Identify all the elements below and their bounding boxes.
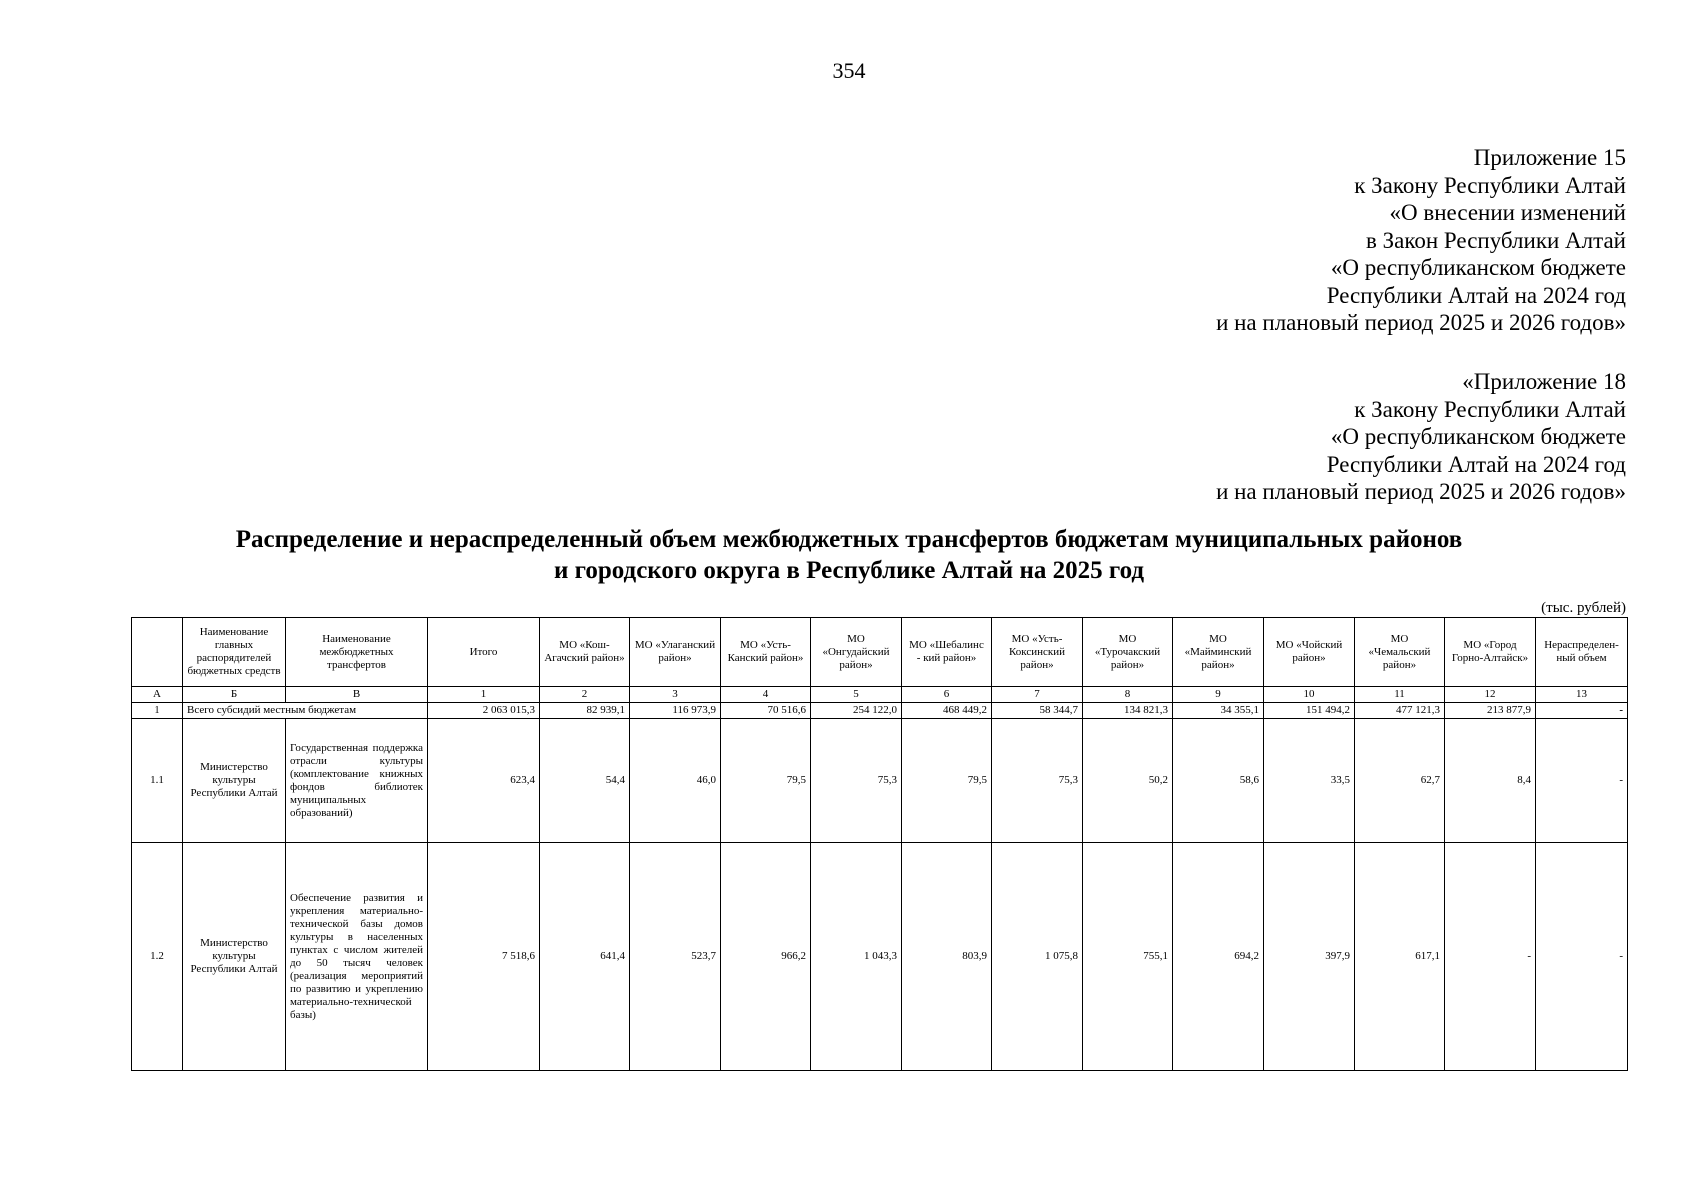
header-cell: МО «Улаганский район» <box>630 618 721 687</box>
header-cell: МО «Турочакский район» <box>1083 618 1173 687</box>
value-cell: 468 449,2 <box>902 703 992 719</box>
value-cell: 803,9 <box>902 843 992 1071</box>
appendix-original <box>1216 368 1626 506</box>
ministry-cell: Министерство культуры Республики Алтай <box>183 719 286 843</box>
header-cell: Итого <box>428 618 540 687</box>
appendix-line: «О республиканском бюджете <box>1330 255 1626 280</box>
transfer-description: Обеспечение развития и укрепления материально-технической базы домов культуры в населенных пунктах с числом жителей до 50 тысяч человек (реализация мероприятий по развитию и укреплению материально-технической базы) <box>286 843 428 1071</box>
column-code: 9 <box>1173 687 1264 703</box>
row-index: 1.2 <box>132 843 183 1071</box>
header-cell <box>132 618 183 687</box>
appendix-line: и на плановый период 2025 и 2026 годов» <box>1216 479 1626 504</box>
column-code: 12 <box>1445 687 1536 703</box>
column-code: 13 <box>1536 687 1628 703</box>
value-cell: - <box>1536 703 1628 719</box>
total-label: Всего субсидий местным бюджетам <box>183 703 428 719</box>
column-code: 4 <box>721 687 811 703</box>
value-cell: 8,4 <box>1445 719 1536 843</box>
header-row <box>132 618 1628 687</box>
value-cell: - <box>1536 719 1628 843</box>
table-row <box>132 719 1628 843</box>
column-code: Б <box>183 687 286 703</box>
appendix-line: в Закон Республики Алтай <box>1366 227 1626 253</box>
page-number: 354 <box>832 58 866 83</box>
value-cell: 82 939,1 <box>540 703 630 719</box>
column-code: 6 <box>902 687 992 703</box>
title-line: Распределение и нераспределенный объем межбюджетных трансфертов бюджетам муниципальных районов <box>235 526 1463 553</box>
header-cell: МО «Шебалинс - кий район» <box>902 618 992 687</box>
value-cell: 134 821,3 <box>1083 703 1173 719</box>
appendix-current <box>1216 144 1626 337</box>
column-code: 10 <box>1264 687 1355 703</box>
value-cell: 50,2 <box>1083 719 1173 843</box>
value-cell: - <box>1445 843 1536 1071</box>
ministry-cell: Министерство культуры Республики Алтай <box>183 843 286 1071</box>
appendix-line: Республики Алтай на 2024 год <box>1326 451 1626 477</box>
value-cell: 46,0 <box>630 719 721 843</box>
transfers-table <box>131 617 1628 1071</box>
column-code: 11 <box>1355 687 1445 703</box>
value-cell: 641,4 <box>540 843 630 1071</box>
value-cell: 151 494,2 <box>1264 703 1355 719</box>
total-row <box>132 703 1628 719</box>
header-cell: МО «Усть-Канский район» <box>721 618 811 687</box>
value-cell: 116 973,9 <box>630 703 721 719</box>
header-cell: МО «Онгудайский район» <box>811 618 902 687</box>
value-cell: 694,2 <box>1173 843 1264 1071</box>
header-cell: Наименование главных распорядителей бюджетных средств <box>183 618 286 687</box>
value-cell: 623,4 <box>428 719 540 843</box>
appendix-line: к Закону Республики Алтай <box>1354 172 1626 198</box>
column-code: 7 <box>992 687 1083 703</box>
table-row <box>132 843 1628 1071</box>
value-cell: 58,6 <box>1173 719 1264 843</box>
value-cell: 2 063 015,3 <box>428 703 540 719</box>
transfer-description: Государственная поддержка отрасли культуры (комплектование книжных фондов библиотек муниципальных образований) <box>286 719 428 843</box>
value-cell: 70 516,6 <box>721 703 811 719</box>
header-cell: МО «Чемальский район» <box>1355 618 1445 687</box>
column-code: А <box>132 687 183 703</box>
value-cell: - <box>1536 843 1628 1071</box>
header-cell: МО «Кош-Агачский район» <box>540 618 630 687</box>
header-cell: МО «Майминский район» <box>1173 618 1264 687</box>
value-cell: 58 344,7 <box>992 703 1083 719</box>
units-label: (тыс. рублей) <box>1541 600 1626 616</box>
header-cell: МО «Усть-Коксинский район» <box>992 618 1083 687</box>
column-code: 8 <box>1083 687 1173 703</box>
row-index: 1 <box>132 703 183 719</box>
column-code: 2 <box>540 687 630 703</box>
value-cell: 966,2 <box>721 843 811 1071</box>
appendix-line: «Приложение 18 <box>1462 369 1626 394</box>
value-cell: 254 122,0 <box>811 703 902 719</box>
value-cell: 75,3 <box>811 719 902 843</box>
value-cell: 62,7 <box>1355 719 1445 843</box>
header-cell: Наименование межбюджетных трансфертов <box>286 618 428 687</box>
value-cell: 477 121,3 <box>1355 703 1445 719</box>
header-cell: МО «Город Горно-Алтайск» <box>1445 618 1536 687</box>
value-cell: 7 518,6 <box>428 843 540 1071</box>
appendix-line: «О внесении изменений <box>1389 200 1626 225</box>
value-cell: 617,1 <box>1355 843 1445 1071</box>
header-cell: МО «Чойский район» <box>1264 618 1355 687</box>
value-cell: 1 075,8 <box>992 843 1083 1071</box>
appendix-line: «О республиканском бюджете <box>1330 424 1626 449</box>
header-cell: Нераспределен-ный объем <box>1536 618 1628 687</box>
column-code: 1 <box>428 687 540 703</box>
title-line: и городского округа в Республике Алтай на 2025 год <box>553 557 1145 584</box>
value-cell: 54,4 <box>540 719 630 843</box>
appendix-line: Приложение 15 <box>1473 145 1626 170</box>
value-cell: 213 877,9 <box>1445 703 1536 719</box>
value-cell: 75,3 <box>992 719 1083 843</box>
value-cell: 755,1 <box>1083 843 1173 1071</box>
value-cell: 397,9 <box>1264 843 1355 1071</box>
column-code-row <box>132 687 1628 703</box>
document-title <box>0 524 1698 586</box>
value-cell: 1 043,3 <box>811 843 902 1071</box>
row-index: 1.1 <box>132 719 183 843</box>
value-cell: 34 355,1 <box>1173 703 1264 719</box>
value-cell: 79,5 <box>902 719 992 843</box>
column-code: 5 <box>811 687 902 703</box>
value-cell: 79,5 <box>721 719 811 843</box>
column-code: В <box>286 687 428 703</box>
appendix-line: к Закону Республики Алтай <box>1354 396 1626 422</box>
value-cell: 33,5 <box>1264 719 1355 843</box>
column-code: 3 <box>630 687 721 703</box>
value-cell: 523,7 <box>630 843 721 1071</box>
appendix-line: Республики Алтай на 2024 год <box>1326 282 1626 308</box>
appendix-line: и на плановый период 2025 и 2026 годов» <box>1216 310 1626 335</box>
